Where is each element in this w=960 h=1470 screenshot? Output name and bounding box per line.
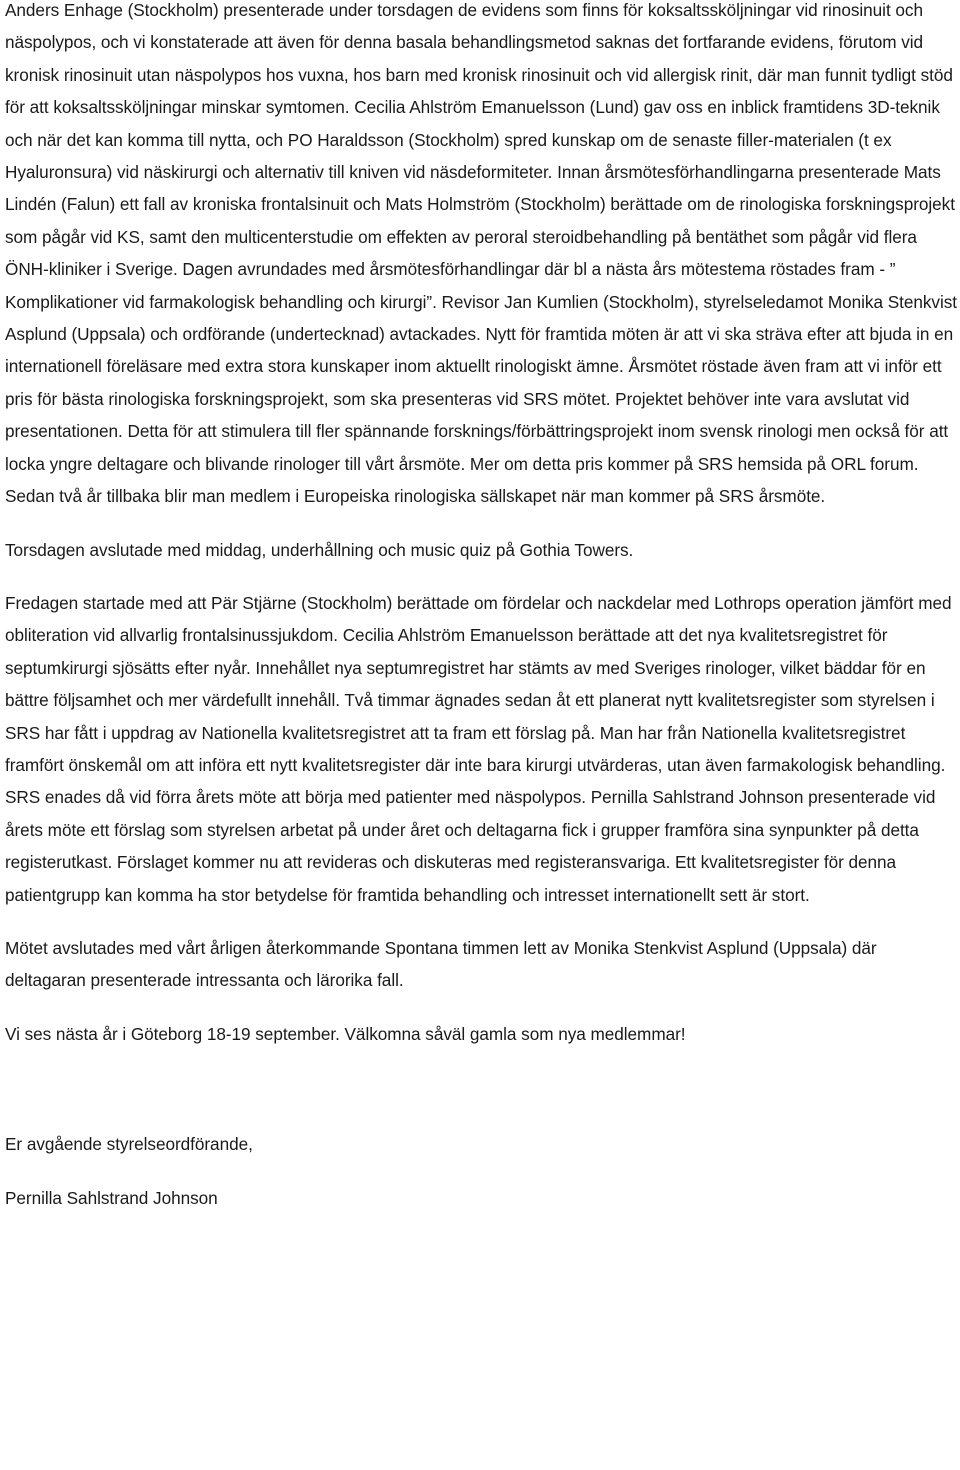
paragraph-thursday-dinner: Torsdagen avslutade med middag, underhållning och music quiz på Gothia Towers. <box>5 539 634 560</box>
paragraph-meeting-end: Mötet avslutades med vårt årligen återkommande Spontana timmen lett av Monika Stenkvist Asplund (Uppsala) där deltagaran presenterade intressanta och lärorika fall. <box>5 937 877 991</box>
paragraph-meeting-report: Anders Enhage (Stockholm) presenterade under torsdagen de evidens som finns för koksaltssköljningar vid rinosinuit och näspolypos, och vi konstaterade att även för denna basala behandlingsmetod saknas det fortfarande evidens, förutom vid kronisk rinosinuit utan näspolypos hos vuxna, hos barn med kronisk rinosinuit och vid allergisk rinit, där man funnit tydligt stöd för att koksaltssköljningar minskar symtomen. Cecilia Ahlström Emanuelsson (Lund) gav oss en inblick framtidens 3D-teknik och när det kan komma till nytta, och PO Haraldsson (Stockholm) spred kunskap om de senaste filler-materialen (t ex Hyaluronsura) vid näskirurgi och alternativ till kniven vid näsdeformiteter. Innan årsmötesförhandlingarna presenterade Mats Lindén (Falun) ett fall av kroniska frontalsinuit och Mats Holmström (Stockholm) berättade om de rinologiska forskningsprojekt som pågår vid KS, samt den multicenterstudie om effekten av peroral steroidbehandling på bentäthet som pågår vid flera ÖNH-kliniker i Sverige. Dagen avrundades med årsmötesförhandlingar där bl a nästa års mötestema röstades fram - ” Komplikationer vid farmakologisk behandling och kirurgi”. Revisor Jan Kumlien (Stockholm), styrelseledamot Monika Stenkvist Asplund (Uppsala) och ordförande (undertecknad) avtackades. Nytt för framtida möten är att vi ska sträva efter att bjuda in en internationell föreläsare med extra stora kunskaper inom aktuellt rinologiskt ämne. Årsmötet röstade även fram att vi inför ett pris för bästa rinologiska forskningsprojekt, som ska presenteras vid SRS mötet. Projektet behöver inte vara avslutat vid presentationen. Detta för att stimulera till fler spännande forsknings/förbättringsprojekt inom svensk rinologi men också för att locka yngre deltagare och blivande rinologer till vårt årsmöte. Mer om detta pris kommer på SRS hemsida på ORL forum. Sedan två år tillbaka blir man medlem i Europeiska rinologiska sällskapet när man kommer på SRS årsmöte. <box>5 0 957 507</box>
signature-name: Pernilla Sahlstrand Johnson <box>5 1187 218 1208</box>
document-page <box>5 0 957 1214</box>
closing-line: Er avgående styrelseordförande, <box>5 1134 253 1155</box>
paragraph-next-meeting: Vi ses nästa år i Göteborg 18-19 september. Välkomna såväl gamla som nya medlemmar! <box>5 1023 686 1044</box>
paragraph-friday-program: Fredagen startade med att Pär Stjärne (Stockholm) berättade om fördelar och nackdelar med Lothrops operation jämfört med obliteration vid allvarlig frontalsinussjukdom. Cecilia Ahlström Emanuelsson berättade att det nya kvalitetsregistret för septumkirurgi sjösätts efter nyår. Innehållet nya septumregistret har stämts av med Sveriges rinologer, vilket bäddar för en bättre följsamhet och mer värdefullt innehåll. Två timmar ägnades sedan åt ett planerat nytt kvalitetsregister som styrelsen i SRS har fått i uppdrag av Nationella kvalitetsregistret att ta fram ett förslag på. Man har från Nationella kvalitetsregistret framfört önskemål om att införa ett nytt kvalitetsregister där inte bara kirurgi utvärderas, utan även farmakologisk behandling. SRS enades då vid förra årets möte att börja med patienter med näspolypos. Pernilla Sahlstrand Johnson presenterade vid årets möte ett förslag som styrelsen arbetat på under året och deltagarna fick i grupper framföra sina synpunkter på detta registerutkast. Förslaget kommer nu att revideras och diskuteras med registeransvariga. Ett kvalitetsregister för denna patientgrupp kan komma ha stor betydelse för framtida behandling och intresset internationellt sett är stort. <box>5 592 952 905</box>
